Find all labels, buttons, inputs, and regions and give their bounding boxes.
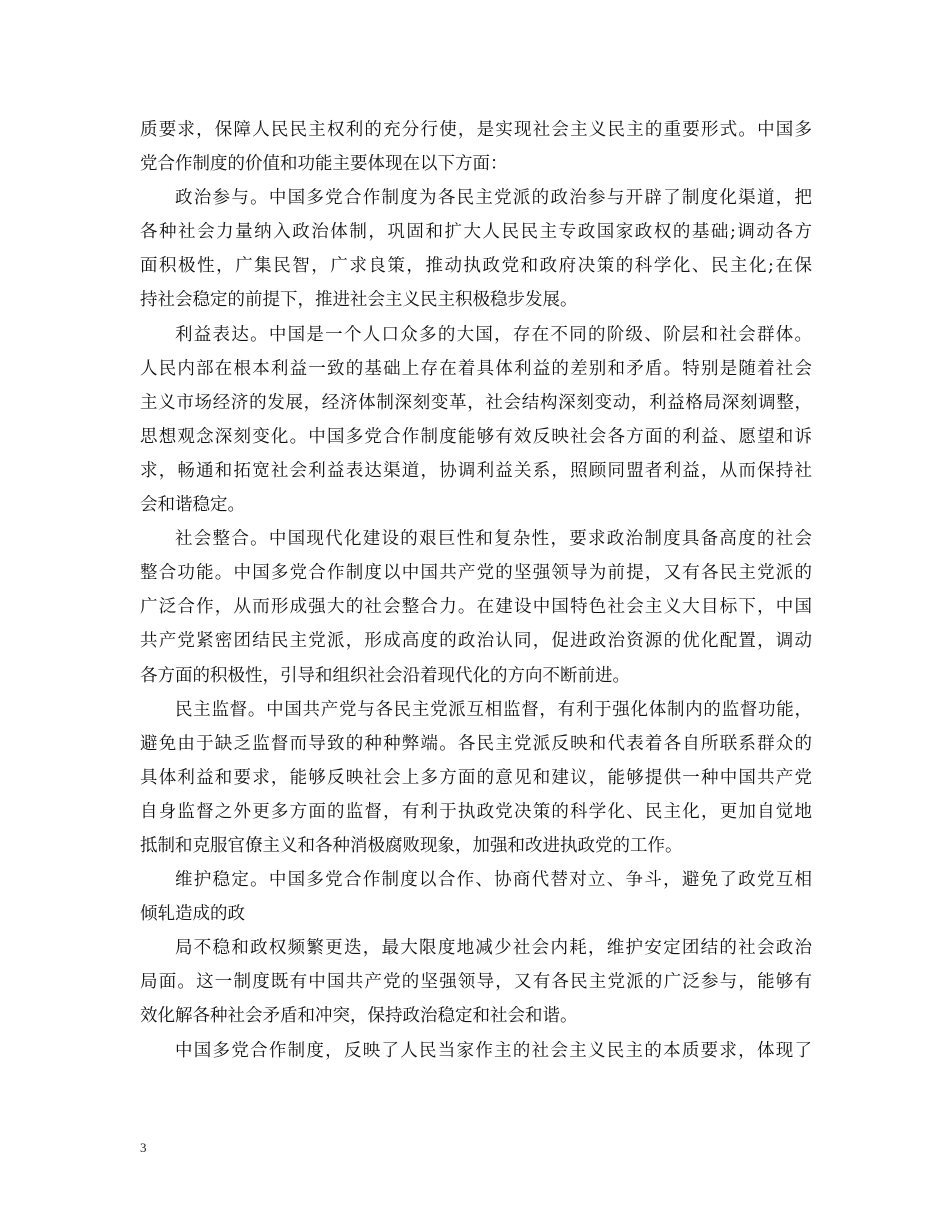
paragraph-first-line: 局不稳和政权频繁更迭，最大限度地减少社会内耗，维护安定团结的社会政治 bbox=[175, 938, 812, 959]
text-line: 党合作制度的价值和功能主要体现在以下方面： bbox=[140, 154, 508, 175]
text-line: 局面。这一制度既有中国共产党的坚强领导，又有各民主党派的广泛参与，能够有 bbox=[140, 972, 812, 993]
text-line: 会和谐稳定。 bbox=[140, 495, 245, 516]
text-line: 自身监督之外更多方面的监督，有利于执政党决策的科学化、民主化，更加自觉地 bbox=[140, 801, 812, 822]
text-line: 避免由于缺乏监督而导致的种种弊端。各民主党派反映和代表着各自所联系群众的 bbox=[140, 733, 812, 754]
text-line: 主义市场经济的发展，经济体制深刻变革，社会结构深刻变动，利益格局深刻调整， bbox=[140, 392, 812, 413]
text-line: 倾轧造成的政 bbox=[140, 904, 245, 925]
text-line: 思想观念深刻变化。中国多党合作制度能够有效反映社会各方面的利益、愿望和诉 bbox=[140, 426, 812, 447]
text-line: 具体利益和要求，能够反映社会上多方面的意见和建议，能够提供一种中国共产党 bbox=[140, 767, 812, 788]
text-line: 质要求，保障人民民主权利的充分行使，是实现社会主义民主的重要形式。中国多 bbox=[140, 120, 812, 140]
paragraph-first-line: 社会整合。中国现代化建设的艰巨性和复杂性，要求政治制度具备高度的社会 bbox=[175, 529, 812, 550]
text-line: 抵制和克服官僚主义和各种消极腐败现象，加强和改进执政党的工作。 bbox=[140, 835, 683, 856]
text-line: 面积极性，广集民智，广求良策，推动执政党和政府决策的科学化、民主化;在保 bbox=[140, 256, 812, 277]
paragraph-first-line: 中国多党合作制度，反映了人民当家作主的社会主义民主的本质要求，体现了 bbox=[175, 1040, 812, 1061]
paragraph-first-line: 民主监督。中国共产党与各民主党派互相监督，有利于强化体制内的监督功能， bbox=[175, 699, 812, 720]
text-line: 广泛合作，从而形成强大的社会整合力。在建设中国特色社会主义大目标下，中国 bbox=[140, 597, 812, 618]
text-line: 各种社会力量纳入政治体制，巩固和扩大人民民主专政国家政权的基础;调动各方 bbox=[140, 222, 812, 243]
text-line: 人民内部在根本利益一致的基础上存在着具体利益的差别和矛盾。特别是随着社会 bbox=[140, 358, 812, 379]
paragraph-first-line: 政治参与。中国多党合作制度为各民主党派的政治参与开辟了制度化渠道，把 bbox=[175, 188, 812, 209]
text-line: 整合功能。中国多党合作制度以中国共产党的坚强领导为前提，又有各民主党派的 bbox=[140, 563, 812, 584]
text-line: 共产党紧密团结民主党派，形成高度的政治认同，促进政治资源的优化配置，调动 bbox=[140, 631, 812, 652]
paragraph-first-line: 利益表达。中国是一个人口众多的大国，存在不同的阶级、阶层和社会群体。 bbox=[175, 324, 812, 345]
text-line: 各方面的积极性，引导和组织社会沿着现代化的方向不断前进。 bbox=[140, 665, 630, 686]
page-number: 3 bbox=[140, 1140, 147, 1155]
text-line: 效化解各种社会矛盾和冲突，保持政治稳定和社会和谐。 bbox=[140, 1006, 578, 1027]
text-line: 持社会稳定的前提下，推进社会主义民主积极稳步发展。 bbox=[140, 290, 578, 311]
text-line: 求，畅通和拓宽社会利益表达渠道，协调利益关系，照顾同盟者利益，从而保持社 bbox=[140, 460, 812, 481]
paragraph-first-line: 维护稳定。中国多党合作制度以合作、协商代替对立、争斗，避免了政党互相 bbox=[175, 870, 812, 891]
document-body bbox=[140, 113, 812, 1068]
